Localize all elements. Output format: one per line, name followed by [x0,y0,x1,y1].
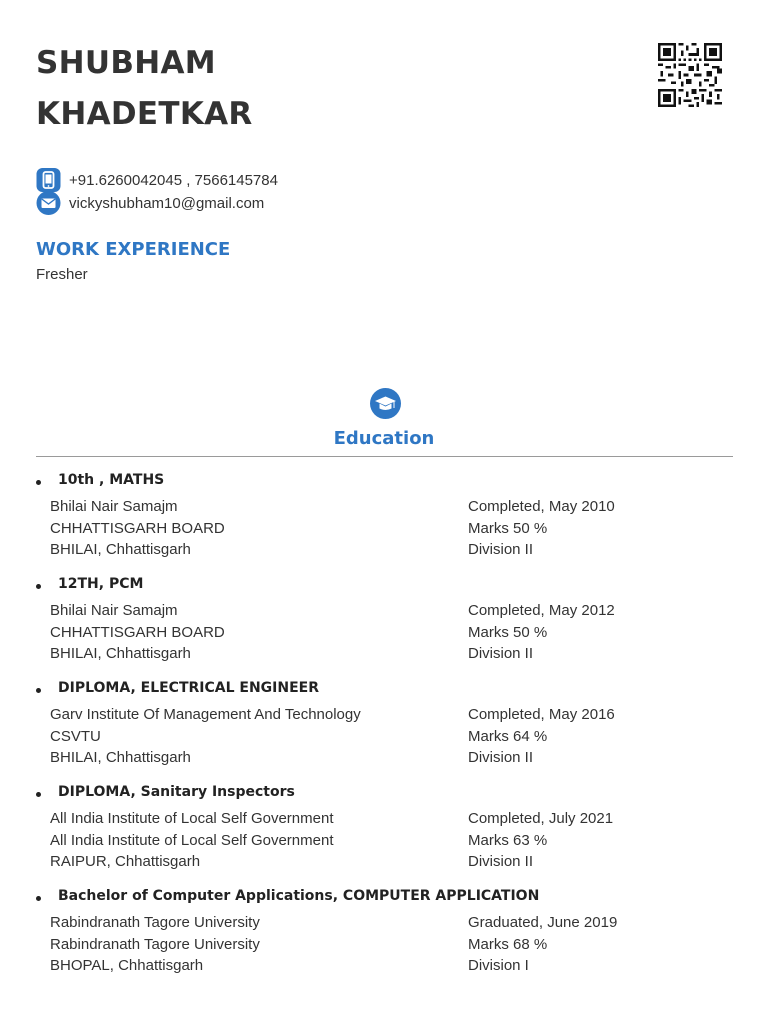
phone-numbers[interactable]: +91.6260042045 , 7566145784 [69,171,278,189]
education-entry-header [36,680,733,702]
education-detail-row [36,645,733,667]
education-detail-row [36,914,733,936]
education-detail-row [36,936,733,958]
education-detail-right: Graduated, June 2019 [468,914,618,931]
mobile-phone-icon [36,168,61,192]
education-detail-row [36,624,733,646]
education-entry-header [36,472,733,494]
education-detail-left: BHOPAL, Chhattisgarh [50,957,204,974]
degree-title: 10th , MATHS [58,472,165,488]
education-detail-right: Completed, July 2021 [468,810,614,827]
graduation-cap-icon [370,388,401,419]
education-detail-left: CHHATTISGARH BOARD [50,519,225,537]
education-detail-right: Completed, May 2012 [468,602,615,619]
qr-code-icon [658,43,722,107]
degree-title: 12TH, PCM [58,576,144,592]
education-detail-left: BHILAI, Chhattisgarh [50,749,191,766]
education-detail-right: Marks 50 % [468,623,548,641]
education-entry-header [36,784,733,806]
education-entry [36,680,733,771]
education-detail-left: CHHATTISGARH BOARD [50,623,225,641]
education-detail-left: All India Institute of Local Self Government [50,810,334,827]
bullet-icon [36,792,41,797]
education-divider [36,456,733,457]
education-detail-left: Bhilai Nair Samajm [50,498,178,515]
bullet-icon [36,896,41,901]
degree-title: Bachelor of Computer Applications, COMPUTER APPLICATION [58,888,540,904]
education-detail-row [36,541,733,563]
education-detail-row [36,957,733,979]
education-entry [36,784,733,875]
education-entry [36,888,733,979]
education-detail-right: Marks 68 % [468,935,548,953]
name-last: KHADETKAR [36,96,253,132]
education-detail-left: BHILAI, Chhattisgarh [50,541,191,558]
education-detail-right: Division II [468,853,534,870]
education-detail-right: Completed, May 2010 [468,498,615,515]
education-detail-row [36,706,733,728]
education-detail-left: Bhilai Nair Samajm [50,602,178,619]
education-detail-row [36,498,733,520]
bullet-icon [36,480,41,485]
education-detail-left: CSVTU [50,727,101,745]
education-detail-right: Division II [468,645,534,662]
education-detail-row [36,853,733,875]
name-first: SHUBHAM [36,45,216,81]
education-entry-header [36,576,733,598]
work-experience-heading: WORK EXPERIENCE [36,239,231,260]
education-entry [36,576,733,667]
education-detail-right: Division II [468,749,534,766]
degree-title: DIPLOMA, Sanitary Inspectors [58,784,295,800]
education-detail-row [36,602,733,624]
education-detail-right: Completed, May 2016 [468,706,615,723]
education-detail-right: Marks 63 % [468,831,548,849]
degree-title: DIPLOMA, ELECTRICAL ENGINEER [58,680,320,696]
education-entry-header [36,888,733,910]
education-detail-right: Marks 64 % [468,727,548,745]
education-detail-row [36,728,733,750]
education-heading: Education [333,428,435,449]
education-detail-left: Rabindranath Tagore University [50,914,260,931]
education-entry [36,472,733,563]
education-detail-row [36,749,733,771]
bullet-icon [36,584,41,589]
education-detail-right: Marks 50 % [468,519,548,537]
bullet-icon [36,688,41,693]
education-detail-right: Division I [468,957,529,974]
education-detail-row [36,520,733,542]
education-detail-left: All India Institute of Local Self Government [50,831,334,849]
candidate-name [36,38,253,140]
contact-email [36,191,264,215]
education-detail-left: RAIPUR, Chhattisgarh [50,853,201,870]
work-experience-text: Fresher [36,266,88,283]
email-address[interactable]: vickyshubham10@gmail.com [69,194,265,212]
envelope-icon [36,191,61,215]
education-detail-row [36,832,733,854]
education-detail-left: Rabindranath Tagore University [50,935,260,953]
education-detail-left: BHILAI, Chhattisgarh [50,645,191,662]
contact-phone [36,168,278,192]
education-detail-row [36,810,733,832]
education-detail-right: Division II [468,541,534,558]
education-detail-left: Garv Institute Of Management And Technology [50,706,361,723]
